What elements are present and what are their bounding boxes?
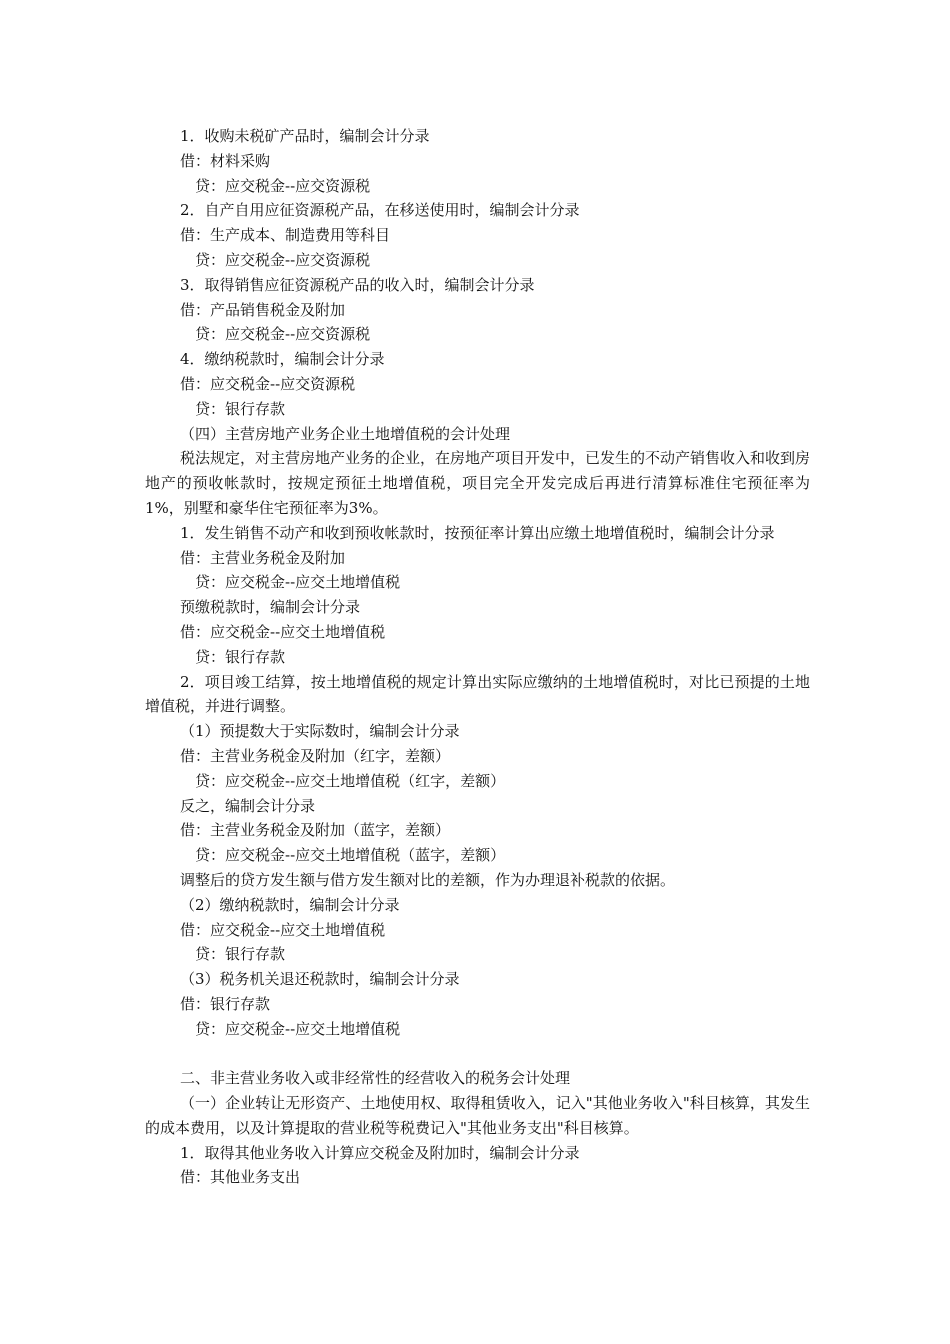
text-line: 3．取得销售应征资源税产品的收入时，编制会计分录	[180, 275, 535, 294]
paragraph: （一）企业转让无形资产、土地使用权、取得租赁收入，记入"其他业务收入"科目核算，其发生的成本费用，以及计算提取的营业税等税费记入"其他业务支出"科目核算。	[145, 1094, 810, 1137]
text-line: 2．自产自用应征资源税产品，在移送使用时，编制会计分录	[180, 201, 580, 220]
text-line: 借：主营业务税金及附加（红字，差额）	[180, 746, 451, 765]
blank-line	[145, 1041, 810, 1066]
text-line: 1．取得其他业务收入计算应交税金及附加时，编制会计分录	[180, 1143, 580, 1162]
paragraph: 1．发生销售不动产和收到预收帐款时，按预征率计算出应缴土地增值税时，编制会计分录	[180, 523, 775, 542]
text-line: 贷：应交税金--应交资源税	[195, 250, 371, 269]
text-line: 借：生产成本、制造费用等科目	[180, 226, 391, 245]
text-line: 贷：应交税金--应交土地增值税（蓝字，差额）	[195, 846, 506, 865]
text-line: 贷：应交税金--应交土地增值税	[195, 1019, 401, 1038]
text-line: 预缴税款时，编制会计分录	[180, 598, 361, 617]
text-line: （3）税务机关退还税款时，编制会计分录	[180, 970, 460, 989]
text-line: 借：应交税金--应交土地增值税	[180, 622, 386, 641]
text-line: （四）主营房地产业务企业土地增值税的会计处理	[180, 424, 511, 443]
text-line: 贷：应交税金--应交土地增值税（红字，差额）	[195, 771, 506, 790]
text-line: 借：应交税金--应交资源税	[180, 374, 356, 393]
paragraph: 税法规定，对主营房地产业务的企业，在房地产项目开发中，已发生的不动产销售收入和收到房地产的预收帐款时，按规定预征土地增值税，项目完全开发完成后再进行清算标准住宅预征率为1%，别墅和豪华住宅预征率为3%。	[145, 449, 811, 517]
text-line: 贷：银行存款	[195, 647, 286, 666]
text-line: 贷：应交税金--应交资源税	[195, 325, 371, 344]
text-line: 借：应交税金--应交土地增值税	[180, 920, 386, 939]
text-line: （2）缴纳税款时，编制会计分录	[180, 895, 400, 914]
text-line: 借：主营业务税金及附加（蓝字，差额）	[180, 821, 451, 840]
text-line: 调整后的贷方发生额与借方发生额对比的差额，作为办理退补税款的依据。	[180, 870, 676, 889]
text-line: 贷：应交税金--应交资源税	[195, 176, 371, 195]
paragraph: 2．项目竣工结算，按土地增值税的规定计算出实际应缴纳的土地增值税时，对比已预提的土地增值税，并进行调整。	[145, 672, 810, 716]
text-line: 借：其他业务支出	[180, 1168, 301, 1187]
text-line: 贷：银行存款	[195, 399, 286, 418]
text-line: 贷：银行存款	[195, 945, 286, 964]
text-line: 1．收购未税矿产品时，编制会计分录	[180, 127, 430, 145]
text-line: 反之，编制会计分录	[180, 796, 316, 815]
text-line: 4．缴纳税款时，编制会计分录	[180, 350, 385, 369]
document-body	[145, 124, 810, 1190]
text-line: （1）预提数大于实际数时，编制会计分录	[180, 722, 460, 741]
text-line: 贷：应交税金--应交土地增值税	[195, 573, 401, 592]
text-line: 借：银行存款	[180, 994, 271, 1013]
text-line: 借：材料采购	[180, 151, 271, 170]
text-line: 二、非主营业务收入或非经常性的经营收入的税务会计处理	[180, 1069, 571, 1088]
text-line: 借：产品销售税金及附加	[180, 300, 346, 319]
text-line: 借：主营业务税金及附加	[180, 548, 346, 567]
